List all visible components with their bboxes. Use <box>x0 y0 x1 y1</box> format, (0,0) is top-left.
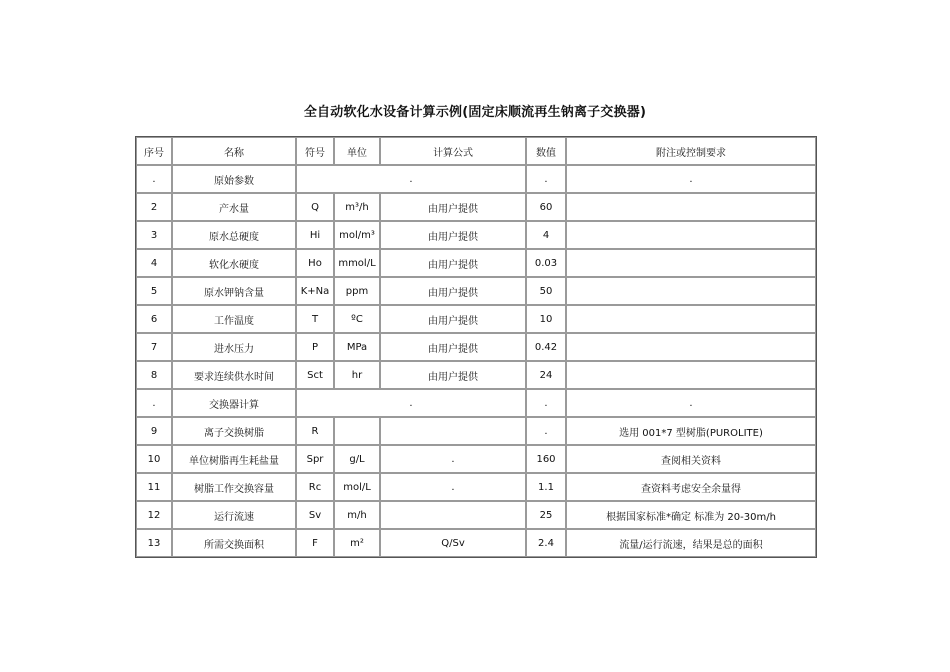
symbol-cell: Ho <box>296 249 334 277</box>
table-row <box>136 501 816 529</box>
formula-cell: 由用户提供 <box>380 277 526 305</box>
note-cell: 查阅相关资料 <box>566 445 816 473</box>
header-cell: 数值 <box>526 137 566 165</box>
header-cell: 符号 <box>296 137 334 165</box>
formula-cell: 由用户提供 <box>380 221 526 249</box>
unit-cell: m² <box>334 529 380 557</box>
value-cell: 0.03 <box>526 249 566 277</box>
section-row-raw-parameters <box>136 165 816 193</box>
row-number: 9 <box>136 417 172 445</box>
value-cell: 4 <box>526 221 566 249</box>
calculation-table <box>135 136 817 558</box>
header-cell: 单位 <box>334 137 380 165</box>
value-cell: 1.1 <box>526 473 566 501</box>
table-row <box>136 445 816 473</box>
header-cell: 名称 <box>172 137 296 165</box>
row-number: 10 <box>136 445 172 473</box>
formula-cell: 由用户提供 <box>380 193 526 221</box>
row-number: . <box>136 389 172 417</box>
table-row <box>136 305 816 333</box>
table-row <box>136 193 816 221</box>
table-row <box>136 529 816 557</box>
formula-cell <box>380 501 526 529</box>
unit-cell: m³/h <box>334 193 380 221</box>
symbol-cell: Sct <box>296 361 334 389</box>
symbol-cell: F <box>296 529 334 557</box>
note-cell <box>566 193 816 221</box>
table-row <box>136 361 816 389</box>
table-row <box>136 277 816 305</box>
table-row <box>136 473 816 501</box>
value-cell: 25 <box>526 501 566 529</box>
formula-cell: 由用户提供 <box>380 305 526 333</box>
row-number: . <box>136 165 172 193</box>
formula-cell: 由用户提供 <box>380 333 526 361</box>
merged-cell: . <box>296 389 526 417</box>
table-row <box>136 333 816 361</box>
value-cell: 0.42 <box>526 333 566 361</box>
unit-cell: hr <box>334 361 380 389</box>
row-number: 6 <box>136 305 172 333</box>
section-label: 交换器计算 <box>172 389 296 417</box>
note-cell <box>566 249 816 277</box>
symbol-cell: P <box>296 333 334 361</box>
value-cell: 2.4 <box>526 529 566 557</box>
row-number: 5 <box>136 277 172 305</box>
row-number: 12 <box>136 501 172 529</box>
unit-cell: g/L <box>334 445 380 473</box>
item-name: 要求连续供水时间 <box>172 361 296 389</box>
unit-cell: mmol/L <box>334 249 380 277</box>
table-row <box>136 417 816 445</box>
value-cell: 60 <box>526 193 566 221</box>
row-number: 2 <box>136 193 172 221</box>
row-number: 13 <box>136 529 172 557</box>
item-name: 原水钾钠含量 <box>172 277 296 305</box>
item-name: 离子交换树脂 <box>172 417 296 445</box>
symbol-cell: Spr <box>296 445 334 473</box>
value-cell: . <box>526 417 566 445</box>
unit-cell: mol/L <box>334 473 380 501</box>
row-number: 8 <box>136 361 172 389</box>
row-number: 7 <box>136 333 172 361</box>
value-cell: 10 <box>526 305 566 333</box>
section-row-exchanger-calc <box>136 389 816 417</box>
note-cell: 流量/运行流速，结果是总的面积 <box>566 529 816 557</box>
note-cell: 根据国家标准*确定 标准为 20-30m/h <box>566 501 816 529</box>
merged-cell: . <box>296 165 526 193</box>
item-name: 进水压力 <box>172 333 296 361</box>
row-number: 11 <box>136 473 172 501</box>
header-cell: 计算公式 <box>380 137 526 165</box>
item-name: 原水总硬度 <box>172 221 296 249</box>
value-cell: . <box>526 165 566 193</box>
symbol-cell: Hi <box>296 221 334 249</box>
item-name: 软化水硬度 <box>172 249 296 277</box>
unit-cell: m/h <box>334 501 380 529</box>
symbol-cell: Rc <box>296 473 334 501</box>
unit-cell: ºC <box>334 305 380 333</box>
formula-cell: . <box>380 445 526 473</box>
section-label: 原始参数 <box>172 165 296 193</box>
note-cell <box>566 333 816 361</box>
value-cell: 50 <box>526 277 566 305</box>
note-cell <box>566 361 816 389</box>
item-name: 产水量 <box>172 193 296 221</box>
value-cell: 24 <box>526 361 566 389</box>
formula-cell: 由用户提供 <box>380 249 526 277</box>
note-cell <box>566 277 816 305</box>
row-number: 3 <box>136 221 172 249</box>
symbol-cell: K+Na <box>296 277 334 305</box>
symbol-cell: R <box>296 417 334 445</box>
row-number: 4 <box>136 249 172 277</box>
unit-cell: ppm <box>334 277 380 305</box>
table-row <box>136 249 816 277</box>
item-name: 工作温度 <box>172 305 296 333</box>
note-cell <box>566 305 816 333</box>
item-name: 运行流速 <box>172 501 296 529</box>
formula-cell: . <box>380 473 526 501</box>
item-name: 单位树脂再生耗盐量 <box>172 445 296 473</box>
note-cell: . <box>566 165 816 193</box>
symbol-cell: Q <box>296 193 334 221</box>
value-cell: 160 <box>526 445 566 473</box>
header-row <box>136 137 816 165</box>
formula-cell: 由用户提供 <box>380 361 526 389</box>
note-cell <box>566 221 816 249</box>
item-name: 所需交换面积 <box>172 529 296 557</box>
note-cell: 选用 001*7 型树脂(PUROLITE) <box>566 417 816 445</box>
note-cell: 查资料考虑安全余量得 <box>566 473 816 501</box>
header-cell: 序号 <box>136 137 172 165</box>
table-row <box>136 221 816 249</box>
unit-cell: MPa <box>334 333 380 361</box>
formula-cell: Q/Sv <box>380 529 526 557</box>
item-name: 树脂工作交换容量 <box>172 473 296 501</box>
formula-cell <box>380 417 526 445</box>
symbol-cell: T <box>296 305 334 333</box>
document-title: 全自动软化水设备计算示例(固定床顺流再生钠离子交换器) <box>303 105 647 120</box>
note-cell: . <box>566 389 816 417</box>
unit-cell <box>334 417 380 445</box>
symbol-cell: Sv <box>296 501 334 529</box>
header-cell: 附注或控制要求 <box>566 137 816 165</box>
unit-cell: mol/m³ <box>334 221 380 249</box>
value-cell: . <box>526 389 566 417</box>
